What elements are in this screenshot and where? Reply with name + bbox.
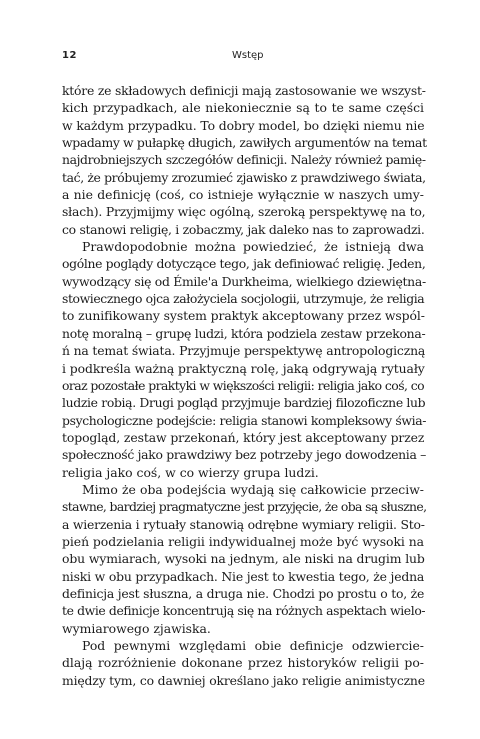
page-header: [62, 50, 424, 64]
text-line: obu wymiarach, wysoki na jednym, ale niski na drugim lub: [62, 551, 425, 567]
text-line: a wierzenia i rytuały stanowią odrębne wymiary religii. Sto-: [62, 516, 425, 532]
text-line: kich przypadkach, ale niekoniecznie są to te same części: [62, 100, 424, 116]
text-line: wpadamy w pułapkę długich, zawiłych argumentów na temat: [62, 135, 427, 151]
text-line: najdrobniejszych szczegółów definicji. Należy również pamię-: [62, 152, 426, 168]
text-line: ogólne poglądy dotyczące tego, jak definiować religię. Jeden,: [62, 256, 426, 272]
text-line: tać, że próbujemy zrozumieć zjawisko z prawdziwego świata,: [62, 169, 426, 185]
text-line: te dwie definicje koncentrują się na różnych aspektach wielo-: [62, 603, 426, 619]
text-line: psychologiczne podejście: religia stanowi kompleksowy świa-: [62, 412, 427, 428]
text-line: Mimo że oba podejścia wydają się całkowicie przeciw-: [82, 481, 424, 497]
text-line: topogląd, zestaw przekonań, który jest akceptowany przez: [62, 429, 425, 445]
text-line: które ze składowych definicji mają zastosowanie we wszyst-: [62, 83, 426, 98]
text-line: wymiarowego zjawiska.: [62, 620, 211, 636]
text-line: stowiecznego ojca założyciela socjologii, utrzymuje, że religia: [62, 291, 425, 307]
text-line: ludzie robią. Drugi pogląd przyjmuje bardziej filozoficzne lub: [62, 395, 426, 411]
body-text: [62, 82, 427, 689]
text-line: oraz pozostałe praktyki w większości religii: religia jako coś, co: [62, 377, 425, 393]
text-line: słach). Przyjmijmy więc ogólną, szeroką perspektywę na to,: [62, 204, 426, 220]
text-line: wywodzący się od Émile'a Durkheima, wielkiego dziewiętna-: [62, 273, 426, 289]
page-number: 12: [62, 50, 77, 61]
text-line: notę moralną – grupę ludzi, która podziela zestaw przekona-: [62, 325, 426, 341]
text-line: co stanowi religię, i zobaczmy, jak daleko nas to zaprowadzi.: [62, 221, 425, 237]
text-line: stawne, bardziej pragmatyczne jest przyjęcie, że oba są słuszne,: [62, 499, 427, 515]
text-line: Pod pewnymi względami obie definicje odzwiercie-: [82, 638, 424, 653]
text-line: między tym, co dawniej określano jako religie animistyczne: [62, 672, 425, 688]
text-line: pień podzielania religii indywidualnej może być wysoki na: [62, 533, 424, 549]
text-line: to zunifikowany system praktyk akceptowany przez wspól-: [62, 308, 425, 324]
text-line: definicja jest słuszna, a druga nie. Chodzi po prostu o to, że: [62, 585, 425, 601]
text-line: a nie definicję (coś, co istnieje wyłącznie w naszych umy-: [62, 187, 424, 203]
text-line: niski w obu przypadkach. Nie jest to kwestia tego, że jedna: [62, 568, 425, 584]
running-head: Wstęp: [232, 50, 264, 61]
text-line: religia jako coś, w co wierzy grupa ludzi.: [62, 464, 319, 480]
text-line: dlają rozróżnienie dokonane przez historyków religii po-: [62, 655, 424, 671]
text-line: ń na temat świata. Przyjmuje perspektywę antropologiczną: [62, 343, 426, 359]
text-line: Prawdopodobnie można powiedzieć, że istnieją dwa: [82, 239, 424, 255]
text-line: w każdym przypadku. To dobry model, bo dzięki niemu nie: [62, 117, 425, 133]
text-line: społeczność jako prawdziwy bez potrzeby jego dowodzenia –: [62, 447, 427, 463]
text-line: i podkreśla ważną praktyczną rolę, jaką odgrywają rytuały: [62, 360, 425, 376]
